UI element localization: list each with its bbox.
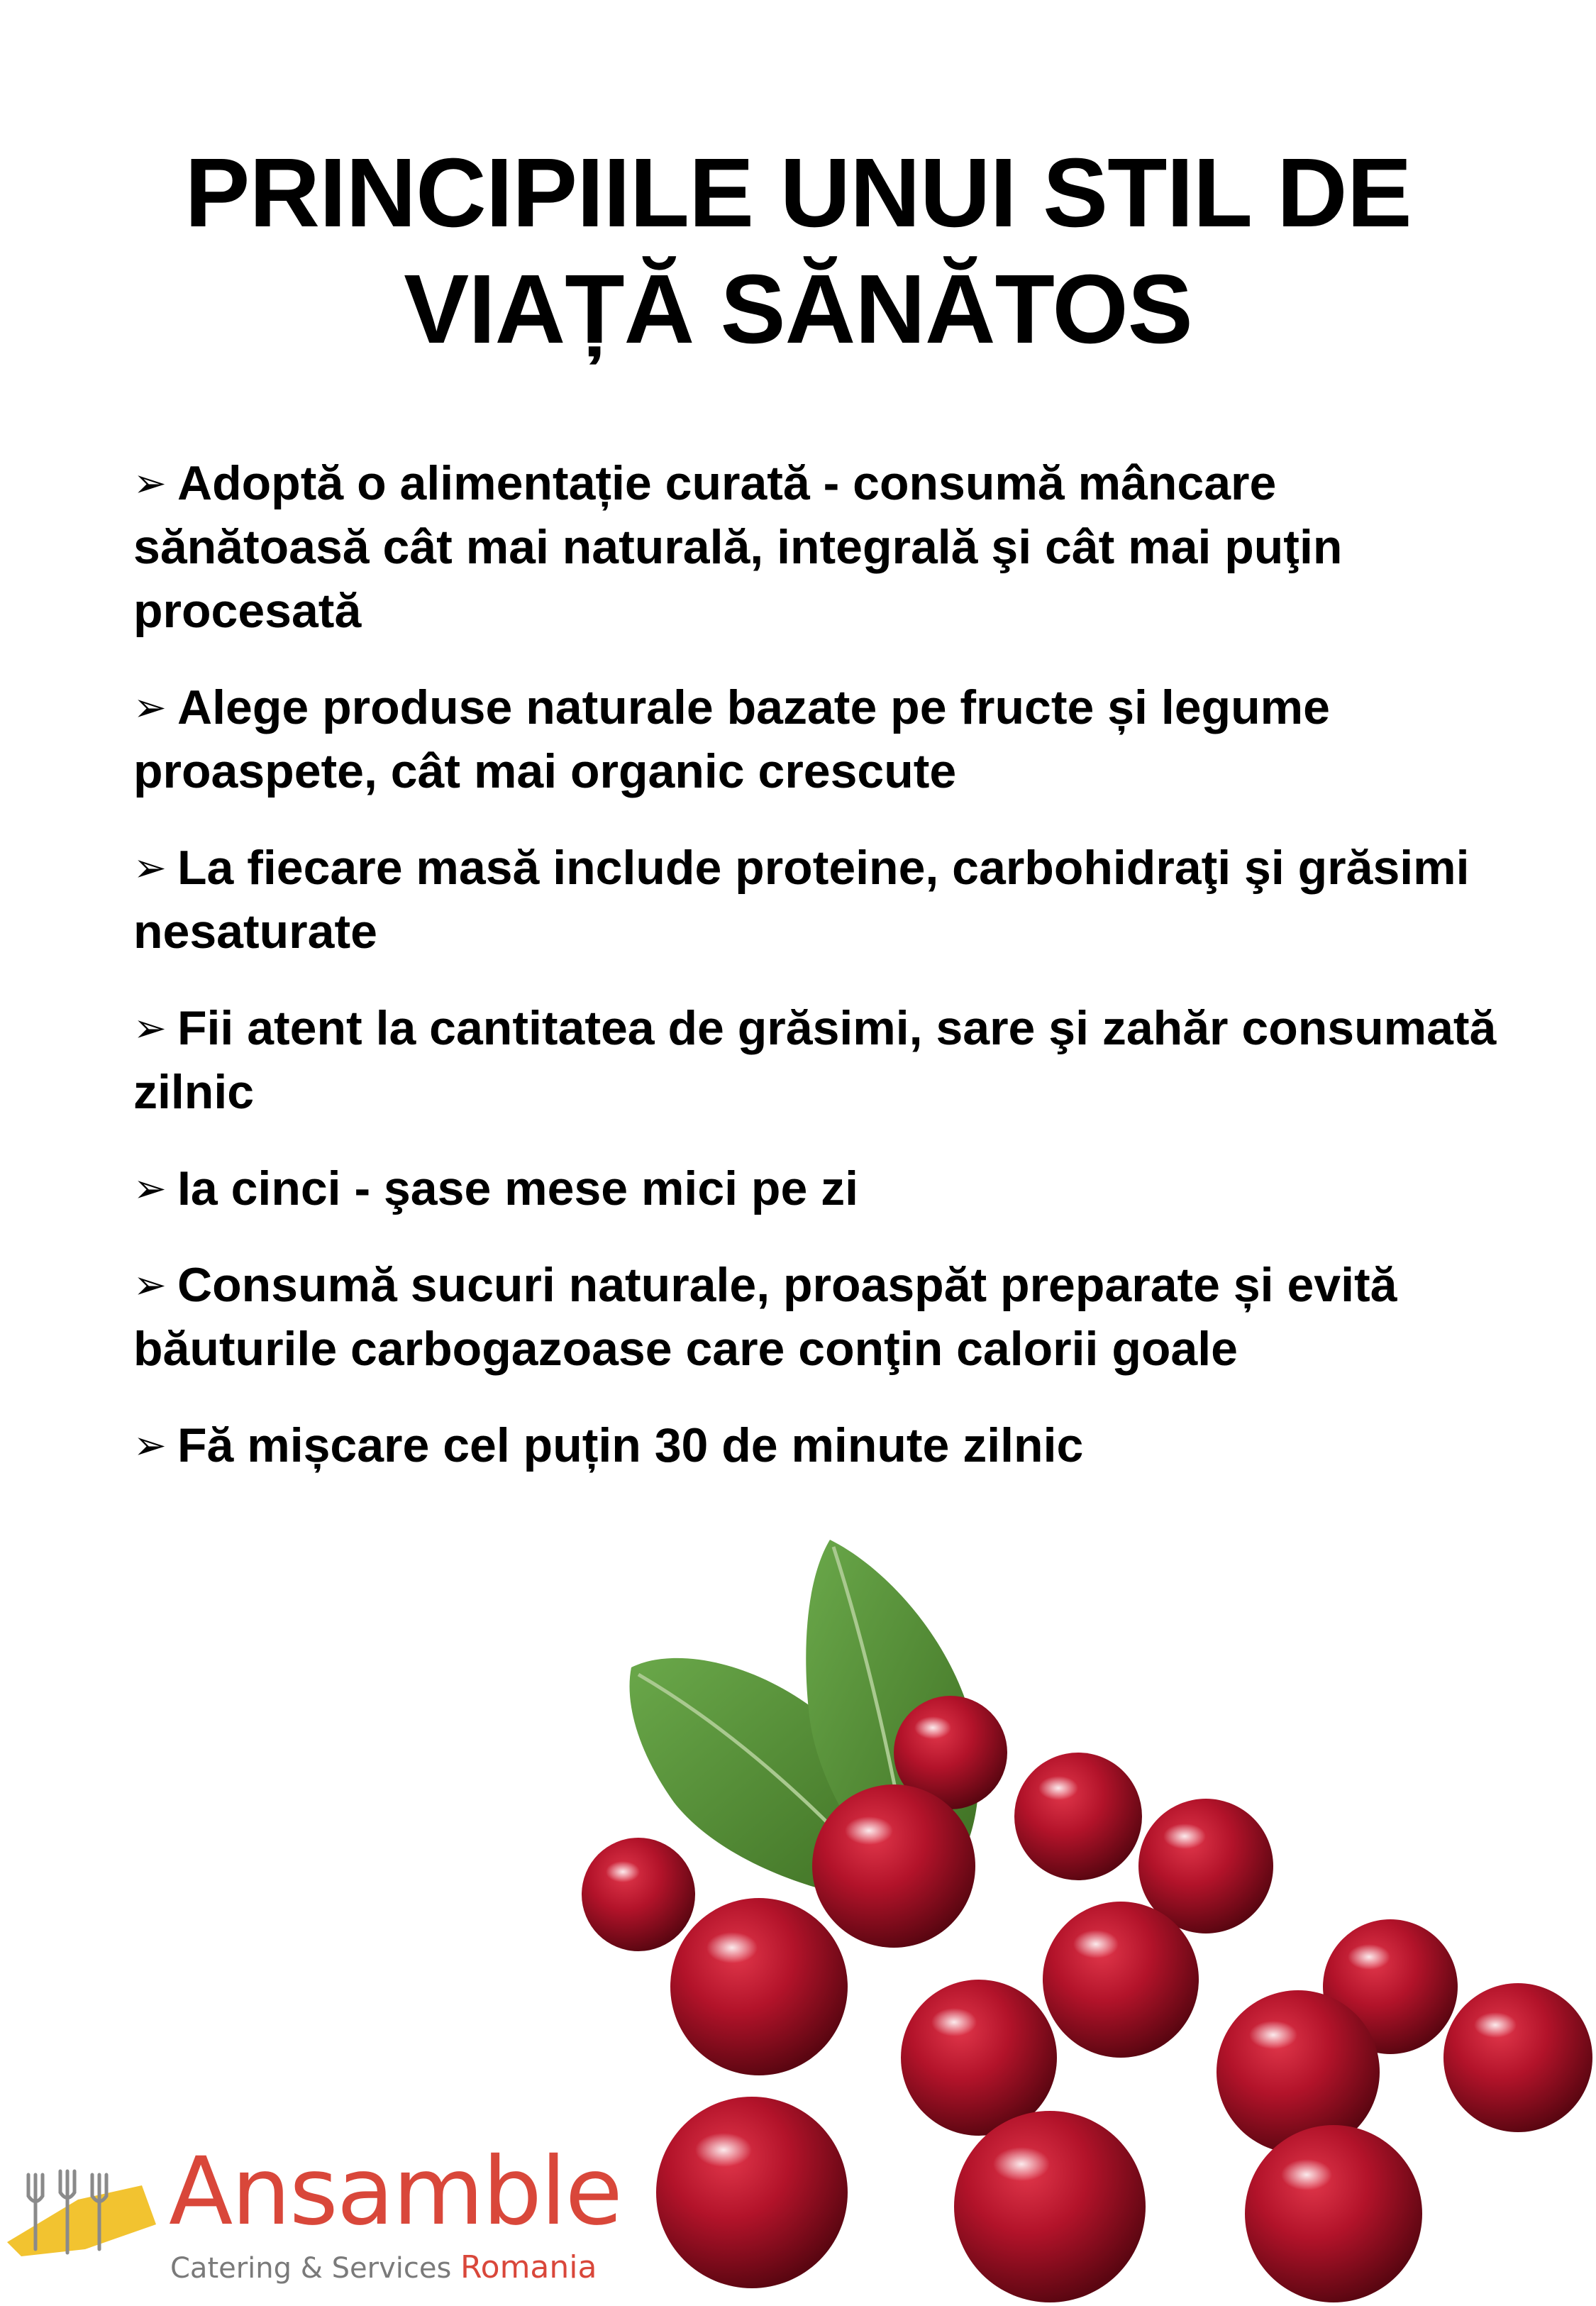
cherries-with-leaves-icon [582,1533,1596,2306]
list-item-text: Adoptă o alimentație curată - consumă mâncare sănătoasă cât mai naturală, integrală şi cât mai puţin procesată [133,456,1343,638]
list-item-text: Ia cinci - şase mese mici pe zi [177,1162,859,1215]
list-item-text: Alege produse naturale bazate pe fructe și legume proaspete, cât mai organic crescute [133,680,1330,798]
logo-country: Romania [460,2249,597,2285]
cherry-icon [582,1838,695,1951]
list-item [133,1157,1517,1220]
arrow-bullet-icon: ➢ [133,460,167,505]
page-title [0,135,1596,368]
company-logo [0,2129,621,2306]
list-item [133,996,1517,1124]
list-item-text: Fii atent la cantitatea de grăsimi, sare şi zahăr consumată zilnic [133,1001,1497,1119]
list-item [133,451,1517,643]
principles-list [133,451,1517,1510]
list-item-text: La fiecare masă include proteine, carbohidraţi şi grăsimi nesaturate [133,841,1470,959]
list-item [133,675,1517,803]
cherry-icon [670,1898,848,2075]
arrow-bullet-icon: ➢ [133,1262,167,1307]
cherry-icon [1245,2125,1422,2302]
list-item [133,1253,1517,1381]
page-title-line-1: PRINCIPIILE UNUI STIL DE [184,138,1412,248]
cutlery-emblem-icon [0,2157,163,2263]
arrow-bullet-icon: ➢ [133,1423,167,1467]
cherry-icon [1014,1753,1142,1880]
arrow-bullet-icon: ➢ [133,685,167,729]
arrow-bullet-icon: ➢ [133,1005,167,1050]
list-item [133,1413,1517,1477]
arrow-bullet-icon: ➢ [133,1166,167,1210]
cherry-icon [954,2111,1146,2302]
page-title-line-2: VIAȚĂ SĂNĂTOS [404,255,1192,364]
arrow-bullet-icon: ➢ [133,845,167,890]
logo-name: Ansamble [169,2137,621,2246]
cherry-icon [656,2097,848,2288]
cherry-icon [812,1784,975,1948]
list-item-text: Consumă sucuri naturale, proaspăt preparate și evită băuturile carbogazoase care conţin calorii goale [133,1258,1397,1376]
logo-tagline [170,2251,597,2285]
list-item [133,836,1517,964]
cherry-icon [1043,1902,1199,2058]
logo-tagline-text: Catering & Services [170,2252,452,2285]
list-item-text: Fă mișcare cel puțin 30 de minute zilnic [177,1418,1084,1472]
cherry-icon [1443,1983,1592,2132]
